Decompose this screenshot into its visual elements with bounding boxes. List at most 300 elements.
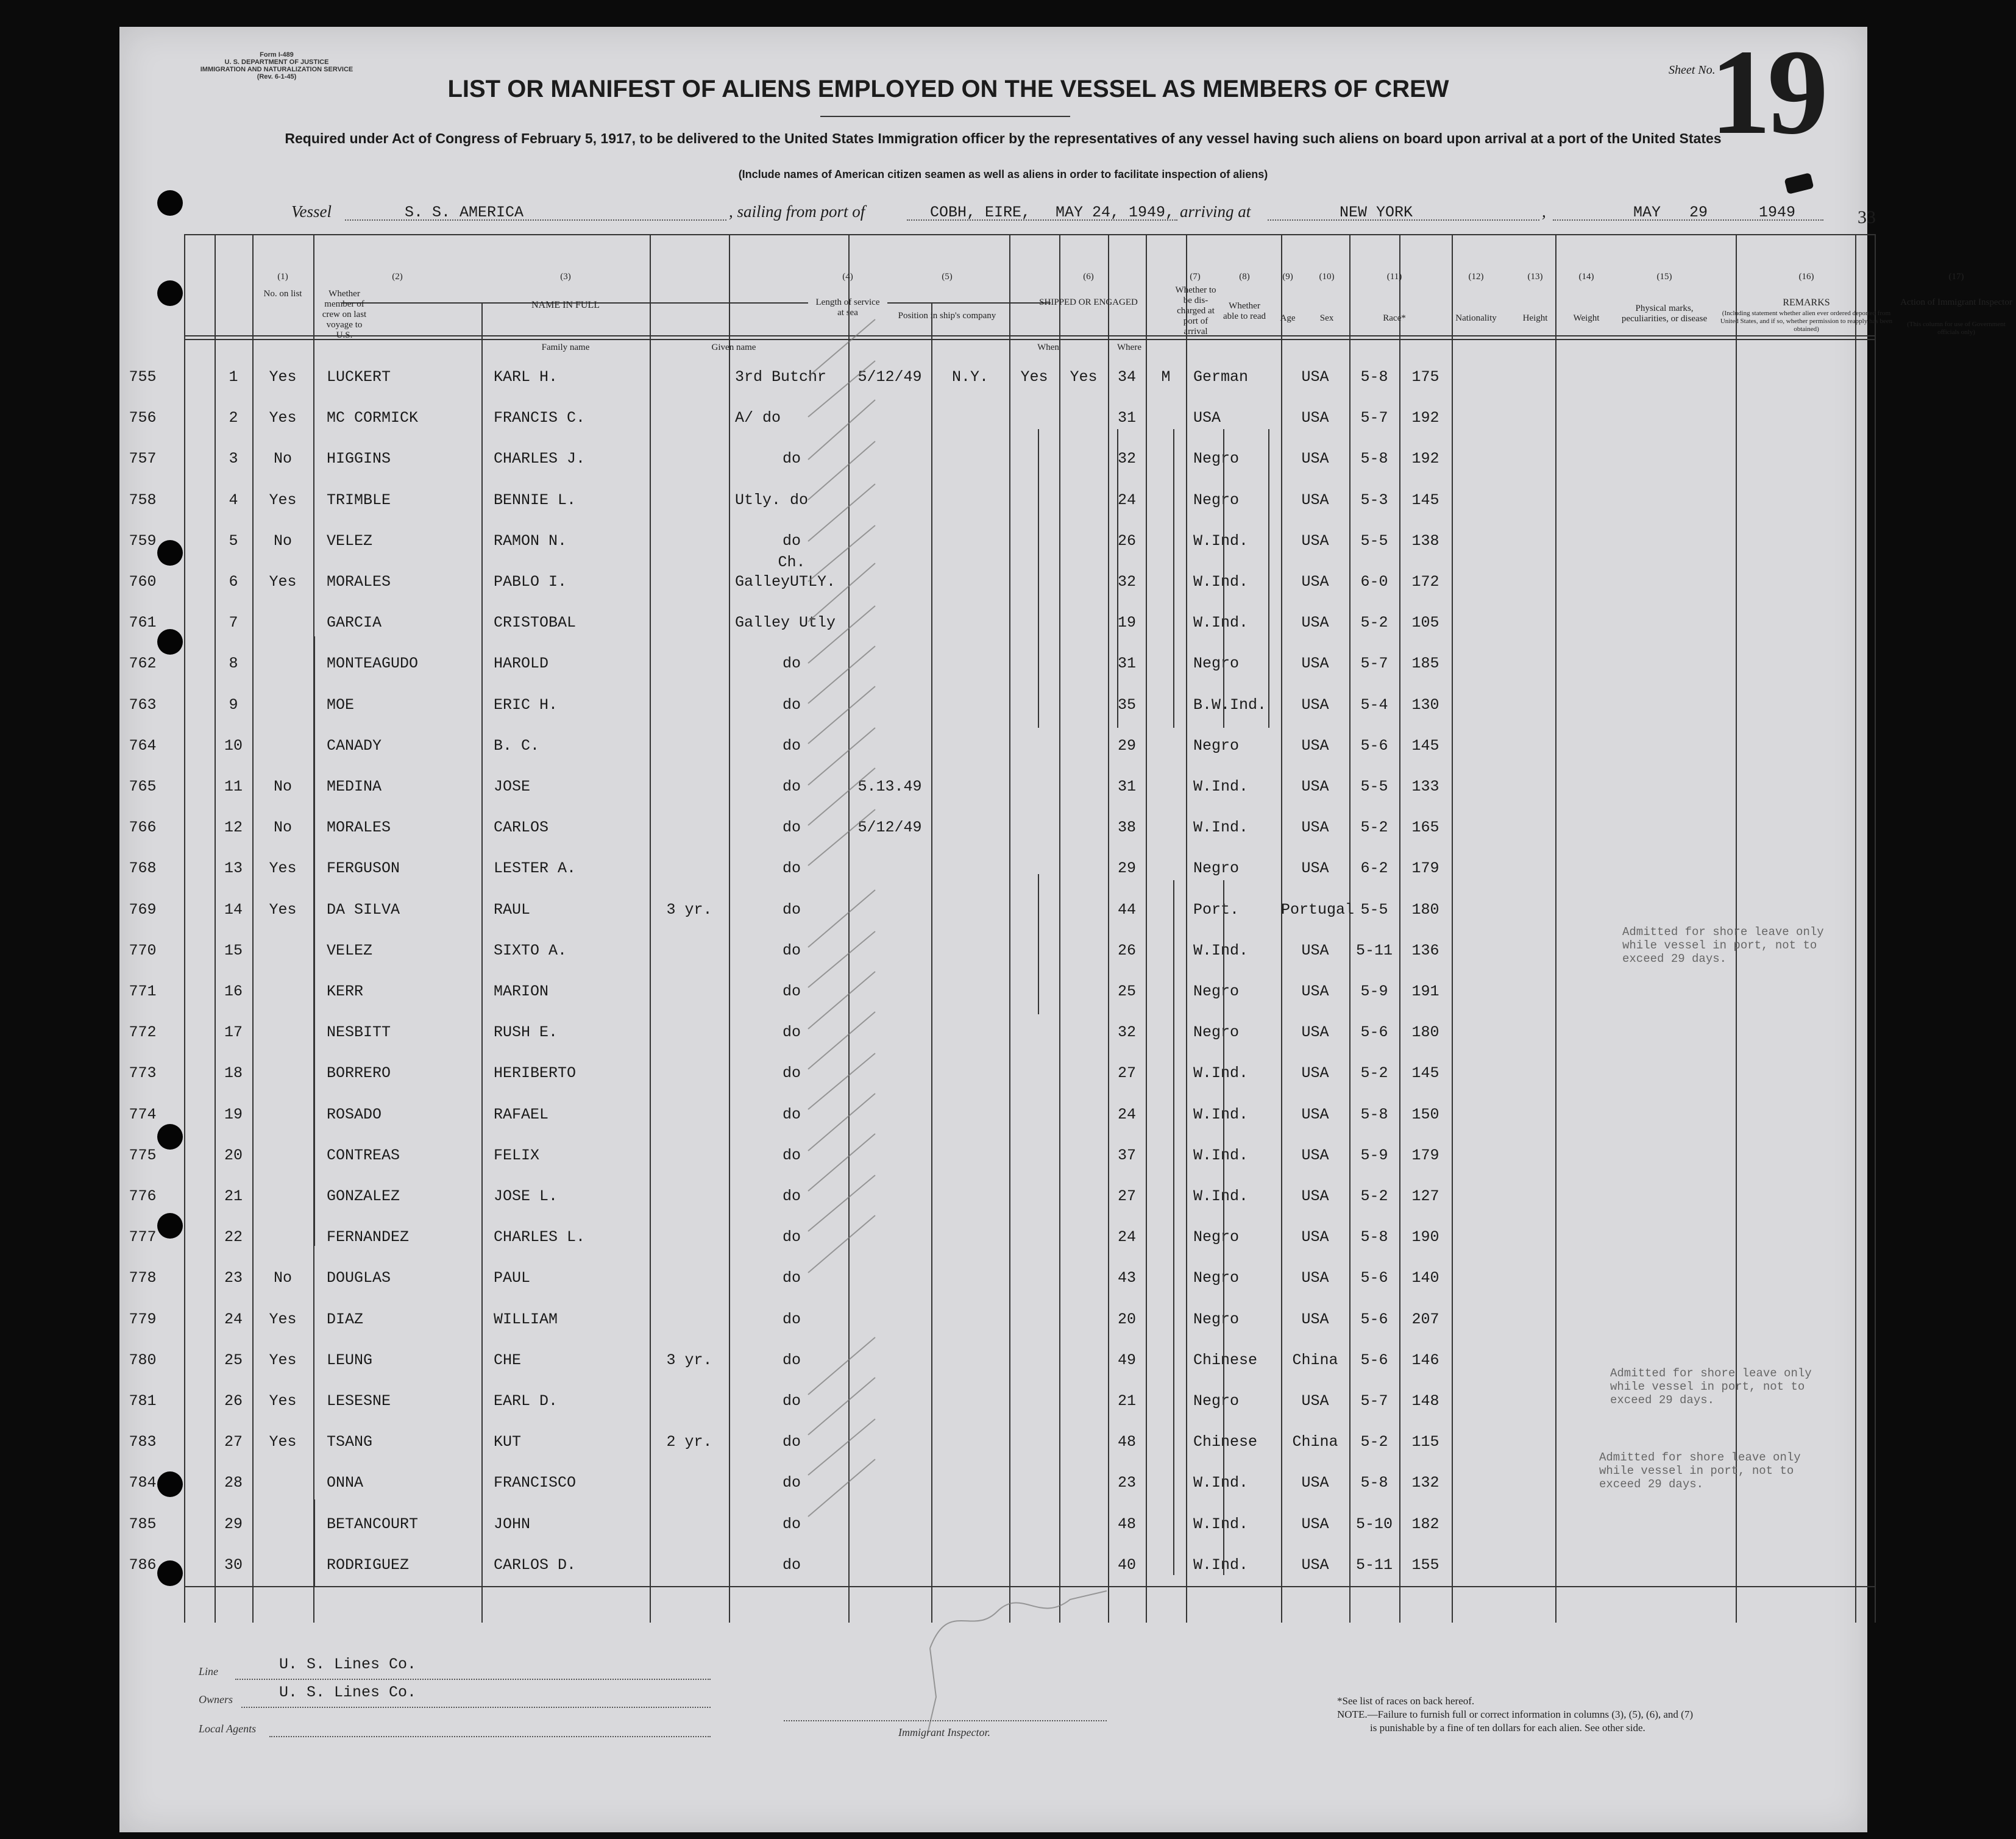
cell-given: BENNIE L. [494, 491, 577, 509]
cell-weight: 130 [1411, 695, 1439, 714]
sailing-label: , sailing from port of [729, 202, 865, 221]
cell-height: 5-10 [1355, 1515, 1393, 1533]
cell-age: 31 [1117, 655, 1136, 673]
cell-family: DOUGLAS [327, 1269, 391, 1287]
cell-weight: 136 [1411, 941, 1439, 959]
line-value: U. S. Lines Co. [279, 1656, 417, 1673]
cell-age: 26 [1117, 532, 1136, 550]
cell-no: 30 [224, 1556, 243, 1574]
cell-weight: 180 [1411, 900, 1439, 919]
cell-given: CRISTOBAL [494, 614, 577, 632]
department-name: U. S. DEPARTMENT OF JUSTICE [224, 59, 329, 66]
cell-margin: 774 [129, 1105, 157, 1123]
col-num: (14) [1578, 272, 1594, 282]
cell-age: 44 [1117, 900, 1136, 919]
cell-nationality: USA [1301, 368, 1329, 386]
cell-when: 5/12/49 [857, 368, 922, 386]
cell-age: 26 [1117, 941, 1136, 959]
cell-weight: 192 [1411, 409, 1439, 427]
cell-given: ERIC H. [494, 695, 558, 714]
cell-weight: 155 [1411, 1556, 1439, 1574]
col-header-position: Position in ship's company [898, 311, 996, 321]
cell-race: W.Ind. [1193, 819, 1249, 837]
cell-nationality: USA [1301, 941, 1329, 959]
cell-family: TSANG [327, 1433, 373, 1451]
cell-margin: 764 [129, 736, 157, 755]
cell-age: 48 [1117, 1515, 1136, 1533]
cell-nationality: USA [1301, 1228, 1329, 1247]
col-num: (4) [842, 272, 853, 282]
cell-given: RAFAEL [494, 1105, 549, 1123]
cell-race: USA [1193, 409, 1221, 427]
cell-given: JOSE L. [494, 1187, 558, 1205]
cell-race: W.Ind. [1193, 1064, 1249, 1083]
cell-height: 5-8 [1360, 1474, 1388, 1492]
cell-weight: 145 [1411, 1064, 1439, 1083]
cell-height: 5-2 [1360, 1064, 1388, 1083]
cell-height: 5-8 [1360, 450, 1388, 468]
cell-no: 6 [229, 573, 238, 591]
cell-weight: 192 [1411, 450, 1439, 468]
cell-position: do [782, 1351, 801, 1369]
cell-nationality: USA [1301, 409, 1329, 427]
cell-family: MOE [327, 695, 355, 714]
cell-age: 21 [1117, 1392, 1136, 1410]
cell-age: 49 [1117, 1351, 1136, 1369]
cell-height: 5-11 [1355, 1556, 1393, 1574]
cell-family: MORALES [327, 819, 391, 837]
cell-height: 5-2 [1360, 1187, 1388, 1205]
cell-margin: 775 [129, 1146, 157, 1164]
cell-height: 5-7 [1360, 655, 1388, 673]
remark-line: Admitted for shore leave only [1610, 1367, 1812, 1380]
remark-line: while vessel in port, not to [1610, 1380, 1805, 1393]
cell-height: 5-5 [1360, 532, 1388, 550]
cell-height: 5-8 [1360, 368, 1388, 386]
cell-nationality: USA [1301, 450, 1329, 468]
col-num: (9) [1282, 272, 1293, 282]
cell-no: 3 [229, 450, 238, 468]
col-num: (1) [277, 272, 288, 282]
cell-margin: 772 [129, 1023, 157, 1042]
cell-nationality: USA [1301, 614, 1329, 632]
cell-margin: 768 [129, 859, 157, 878]
cell-weight: 165 [1411, 819, 1439, 837]
cell-position: do [782, 1105, 801, 1123]
cell-family: MC CORMICK [327, 409, 419, 427]
cell-sex: M [1161, 368, 1171, 386]
cell-family: LESESNE [327, 1392, 391, 1410]
col-header-action-note: (This column for use of Government officials only) [1907, 321, 2006, 336]
cell-race: Chinese [1193, 1351, 1258, 1369]
cell-race: Chinese [1193, 1433, 1258, 1451]
cell-height: 5-5 [1360, 778, 1388, 795]
cell-nationality: USA [1301, 1474, 1329, 1492]
owners-label: Owners [199, 1693, 233, 1706]
cell-given: B. C. [494, 736, 540, 755]
cell-height: 5-9 [1360, 983, 1388, 1000]
cell-weight: 140 [1411, 1269, 1439, 1287]
cell-family: MORALES [327, 573, 391, 591]
cell-race: Port. [1193, 900, 1240, 919]
cell-given: JOSE [494, 778, 531, 795]
cell-height: 5-3 [1360, 491, 1388, 509]
cell-given: CARLOS D. [494, 1556, 577, 1574]
cell-height: 5-8 [1360, 1105, 1388, 1123]
col-num: (3) [560, 272, 571, 282]
cell-no: 4 [229, 491, 238, 509]
col-header-name: NAME IN FULL [531, 300, 600, 310]
cell-height: 5-4 [1360, 695, 1388, 714]
cell-family: BORRERO [327, 1064, 391, 1083]
arrival-day: 29 [1689, 204, 1708, 221]
cell-family: RODRIGUEZ [327, 1556, 410, 1574]
cell-margin: 757 [129, 450, 157, 468]
cell-weight: 207 [1411, 1310, 1439, 1328]
cell-height: 5-6 [1360, 1023, 1388, 1042]
cell-nationality: USA [1301, 532, 1329, 550]
col-header-discharged: Whether to be dis-charged at port of arrival [1175, 285, 1216, 336]
cell-age: 31 [1117, 778, 1136, 795]
cell-margin: 784 [129, 1474, 157, 1492]
cell-position: Galley Utly [735, 614, 836, 632]
cell-position: do [782, 900, 801, 919]
cell-race: Negro [1193, 1310, 1240, 1328]
cell-position: do [782, 1228, 801, 1247]
cell-nationality: Portugal [1281, 900, 1355, 919]
cell-position: GalleyUTLY. [735, 573, 836, 591]
remark-line: exceed 29 days. [1622, 952, 1727, 966]
cell-no: 17 [224, 1023, 243, 1042]
cell-position: do [782, 1310, 801, 1328]
cell-given: CHE [494, 1351, 522, 1369]
cell-age: 20 [1117, 1310, 1136, 1328]
cell-position: A/ do [735, 409, 781, 427]
cell-nationality: USA [1301, 695, 1329, 714]
cell-height: 5-5 [1360, 900, 1388, 919]
cell-margin: 778 [129, 1269, 157, 1287]
col-header-height: Height [1522, 313, 1548, 323]
cell-weight: 172 [1411, 573, 1439, 591]
cell-margin: 785 [129, 1515, 157, 1533]
cell-nationality: USA [1301, 1023, 1329, 1042]
col-header-read: Whether able to read [1223, 301, 1266, 321]
cell-given: RAUL [494, 900, 531, 919]
cell-family: ROSADO [327, 1105, 382, 1123]
cell-no: 18 [224, 1064, 243, 1083]
cell-weight: 138 [1411, 532, 1439, 550]
cell-last: Yes [269, 1392, 297, 1410]
cell-margin: 786 [129, 1556, 157, 1574]
cell-last: Yes [269, 1310, 297, 1328]
cell-where: N.Y. [951, 368, 988, 386]
cell-family: VELEZ [327, 941, 373, 959]
owners-value: U. S. Lines Co. [279, 1684, 417, 1701]
cell-last: Yes [269, 859, 297, 878]
col-header-action: Action of Immigrant Inspector [1900, 297, 2012, 307]
cell-given: KUT [494, 1433, 522, 1451]
agents-underline [269, 1736, 711, 1737]
cell-race: W.Ind. [1193, 1515, 1249, 1533]
cell-weight: 145 [1411, 736, 1439, 755]
col-num: (11) [1386, 272, 1402, 282]
cell-weight: 132 [1411, 1474, 1439, 1492]
cell-age: 34 [1117, 368, 1136, 386]
cell-given: PABLO I. [494, 573, 567, 591]
col-header-sex: Sex [1319, 313, 1334, 323]
cell-last: Yes [269, 573, 297, 591]
cell-height: 5-8 [1360, 1228, 1388, 1247]
col-num: (13) [1527, 272, 1543, 282]
service-name: IMMIGRATION AND NATURALIZATION SERVICE [200, 66, 353, 73]
cell-weight: 185 [1411, 655, 1439, 673]
cell-margin: 758 [129, 491, 157, 509]
cell-weight: 150 [1411, 1105, 1439, 1123]
cell-when: 5/12/49 [857, 819, 922, 837]
cell-race: W.Ind. [1193, 1474, 1249, 1492]
cell-position: do [782, 1433, 801, 1451]
cell-family: CONTREAS [327, 1146, 400, 1164]
cell-race: Negro [1193, 1392, 1240, 1410]
cell-no: 24 [224, 1310, 243, 1328]
cell-age: 43 [1117, 1269, 1136, 1287]
cell-race: W.Ind. [1193, 614, 1249, 632]
cell-family: CANADY [327, 736, 382, 755]
cell-margin: 780 [129, 1351, 157, 1369]
cell-margin: 769 [129, 900, 157, 919]
col-num: (16) [1798, 272, 1814, 282]
cell-service: 3 yr. [666, 900, 712, 919]
corner-number: 33 [1858, 207, 1876, 227]
cell-position: do [782, 941, 801, 959]
cell-weight: 190 [1411, 1228, 1439, 1247]
cell-no: 27 [224, 1433, 243, 1451]
cell-last: No [273, 532, 292, 550]
cell-race: W.Ind. [1193, 1556, 1249, 1574]
cell-last: No [273, 450, 292, 468]
cell-no: 1 [229, 368, 238, 386]
cell-family: MONTEAGUDO [327, 655, 419, 673]
cell-position: do [782, 532, 801, 550]
cell-margin: 771 [129, 983, 157, 1000]
col-header-physical: Physical marks, peculiarities, or disease [1621, 304, 1708, 324]
cell-no: 25 [224, 1351, 243, 1369]
cell-given: FRANCISCO [494, 1474, 577, 1492]
remark-line: exceed 29 days. [1610, 1393, 1715, 1407]
col-header-family: Family name [541, 343, 590, 352]
cell-family: KERR [327, 983, 364, 1000]
cell-last: Yes [269, 409, 297, 427]
cell-position: do [782, 1515, 801, 1533]
cell-family: FERNANDEZ [327, 1228, 410, 1247]
cell-position: do [782, 1187, 801, 1205]
col-num: (6) [1083, 272, 1094, 282]
cell-race: Negro [1193, 655, 1240, 673]
col-header-no: No. on list [263, 289, 302, 299]
cell-position: do [782, 736, 801, 755]
cell-no: 10 [224, 736, 243, 755]
col-num: (12) [1468, 272, 1484, 282]
col-header-when: When [1037, 343, 1059, 352]
cell-family: DA SILVA [327, 900, 400, 919]
cell-age: 27 [1117, 1064, 1136, 1083]
cell-last: No [273, 778, 292, 795]
cell-given: WILLIAM [494, 1310, 558, 1328]
cell-age: 32 [1117, 573, 1136, 591]
cell-margin: 756 [129, 409, 157, 427]
cell-given: JOHN [494, 1515, 531, 1533]
cell-age: 19 [1117, 614, 1136, 632]
cell-height: 5-9 [1360, 1146, 1388, 1164]
col-num: (10) [1319, 272, 1335, 282]
cell-no: 29 [224, 1515, 243, 1533]
cell-position: do [782, 1269, 801, 1287]
col-header-age: Age [1280, 313, 1296, 323]
cell-nationality: USA [1301, 1269, 1329, 1287]
cell-nationality: USA [1301, 1556, 1329, 1574]
cell-weight: 146 [1411, 1351, 1439, 1369]
col-header-nationality: Nationality [1455, 313, 1497, 323]
cell-family: TRIMBLE [327, 491, 391, 509]
cell-last: No [273, 1269, 292, 1287]
cell-margin: 762 [129, 655, 157, 673]
cell-race: W.Ind. [1193, 778, 1249, 795]
cell-family: FERGUSON [327, 859, 400, 878]
cell-weight: 180 [1411, 1023, 1439, 1042]
cell-no: 11 [224, 778, 243, 795]
page-subtitle: Required under Act of Congress of February 5, 1917, to be delivered to the United States Immigration officer by the representatives of any vessel having such aliens on board upon arrival at a port of the United States [285, 130, 1722, 146]
col-header-shipped: SHIPPED OR ENGAGED [1039, 297, 1138, 307]
cell-race: Negro [1193, 1269, 1240, 1287]
cell-age: 24 [1117, 491, 1136, 509]
cell-nationality: USA [1301, 1105, 1329, 1123]
cell-margin: 776 [129, 1187, 157, 1205]
cell-race: W.Ind. [1193, 1146, 1249, 1164]
penalty-note-continued: is punishable by a fine of ten dollars for each alien. See other side. [1370, 1722, 1645, 1734]
cell-nationality: USA [1301, 778, 1329, 795]
cell-age: 37 [1117, 1146, 1136, 1164]
cell-nationality: USA [1301, 819, 1329, 837]
cell-margin: 773 [129, 1064, 157, 1083]
col-header-remarks-note: (Including statement whether alien ever ordered deported from United States, and if so, whether permission to reapply has been obtained) [1720, 310, 1893, 333]
cell-race: Negro [1193, 983, 1240, 1000]
cell-height: 5-6 [1360, 1351, 1388, 1369]
cell-nationality: USA [1301, 983, 1329, 1000]
cell-race: Negro [1193, 491, 1240, 509]
cell-given: FELIX [494, 1146, 540, 1164]
cell-height: 5-6 [1360, 1310, 1388, 1328]
cell-weight: 179 [1411, 1146, 1439, 1164]
cell-no: 26 [224, 1392, 243, 1410]
cell-race: Negro [1193, 1228, 1240, 1247]
cell-height: 5-7 [1360, 1392, 1388, 1410]
cell-last: Yes [269, 491, 297, 509]
cell-no: 16 [224, 983, 243, 1000]
cell-age: 29 [1117, 859, 1136, 878]
cell-no: 12 [224, 819, 243, 837]
remark-line: exceed 29 days. [1599, 1478, 1704, 1491]
cell-no: 5 [229, 532, 238, 550]
cell-given: MARION [494, 983, 549, 1000]
cell-no: 9 [229, 695, 238, 714]
cell-weight: 145 [1411, 491, 1439, 509]
cell-height: 6-0 [1360, 573, 1388, 591]
cell-given: SIXTO A. [494, 941, 567, 959]
cell-no: 22 [224, 1228, 243, 1247]
cell-position: do [782, 819, 801, 837]
cell-service: 3 yr. [666, 1351, 712, 1369]
col-header-given: Given name [711, 343, 756, 352]
page-subnote: (Include names of American citizen seamen as well as aliens in order to facilitate inspection of aliens) [738, 168, 1268, 180]
cell-race: German [1193, 368, 1249, 386]
cell-position: do [782, 1474, 801, 1492]
cell-age: 24 [1117, 1105, 1136, 1123]
cell-age: 40 [1117, 1556, 1136, 1574]
pencil-marks [119, 27, 1867, 1832]
sheet-label: Sheet No. [1669, 63, 1716, 77]
cell-last: Yes [269, 1433, 297, 1451]
cell-age: 48 [1117, 1433, 1136, 1451]
cell-given: PAUL [494, 1269, 531, 1287]
cell-race: W.Ind. [1193, 941, 1249, 959]
cell-age: 24 [1117, 1228, 1136, 1247]
cell-no: 15 [224, 941, 243, 959]
cell-given: HERIBERTO [494, 1064, 577, 1083]
cell-no: 19 [224, 1105, 243, 1123]
comma-separator: , [1542, 202, 1546, 221]
cell-weight: 191 [1411, 983, 1439, 1000]
cell-family: LUCKERT [327, 368, 391, 386]
cell-family: MEDINA [327, 778, 382, 795]
arrival-year: 1949 [1759, 204, 1796, 221]
col-header-weight: Weight [1573, 313, 1600, 323]
cell-margin: 783 [129, 1433, 157, 1451]
cell-given: CHARLES J. [494, 450, 586, 468]
cell-discharged: Yes [1020, 368, 1048, 386]
cell-nationality: China [1292, 1433, 1338, 1451]
cell-no: 14 [224, 900, 243, 919]
cell-given: FRANCIS C. [494, 409, 586, 427]
cell-position-top: Ch. [778, 553, 806, 571]
cell-nationality: USA [1301, 1146, 1329, 1164]
cell-weight: 105 [1411, 614, 1439, 632]
cell-last: Yes [269, 1351, 297, 1369]
cell-no: 20 [224, 1146, 243, 1164]
cell-position: do [782, 778, 801, 795]
cell-race: B.W.Ind. [1193, 695, 1267, 714]
arrival-month: MAY [1633, 204, 1661, 221]
cell-position: do [782, 1023, 801, 1042]
cell-age: 35 [1117, 695, 1136, 714]
col-num: (17) [1948, 272, 1964, 282]
cell-nationality: USA [1301, 1187, 1329, 1205]
cell-nationality: USA [1301, 1064, 1329, 1083]
cell-position: do [782, 983, 801, 1000]
cell-last: No [273, 819, 292, 837]
col-header-remarks: REMARKS [1783, 297, 1830, 308]
cell-weight: 127 [1411, 1187, 1439, 1205]
cell-race: Negro [1193, 736, 1240, 755]
col-num: (8) [1239, 272, 1250, 282]
cell-nationality: USA [1301, 859, 1329, 878]
cell-height: 6-2 [1360, 859, 1388, 878]
cell-age: 29 [1117, 736, 1136, 755]
owners-underline [241, 1707, 711, 1708]
cell-race: W.Ind. [1193, 1187, 1249, 1205]
cell-position: do [782, 859, 801, 878]
remark-line: Admitted for shore leave only [1599, 1451, 1801, 1464]
cell-weight: 115 [1411, 1433, 1439, 1451]
